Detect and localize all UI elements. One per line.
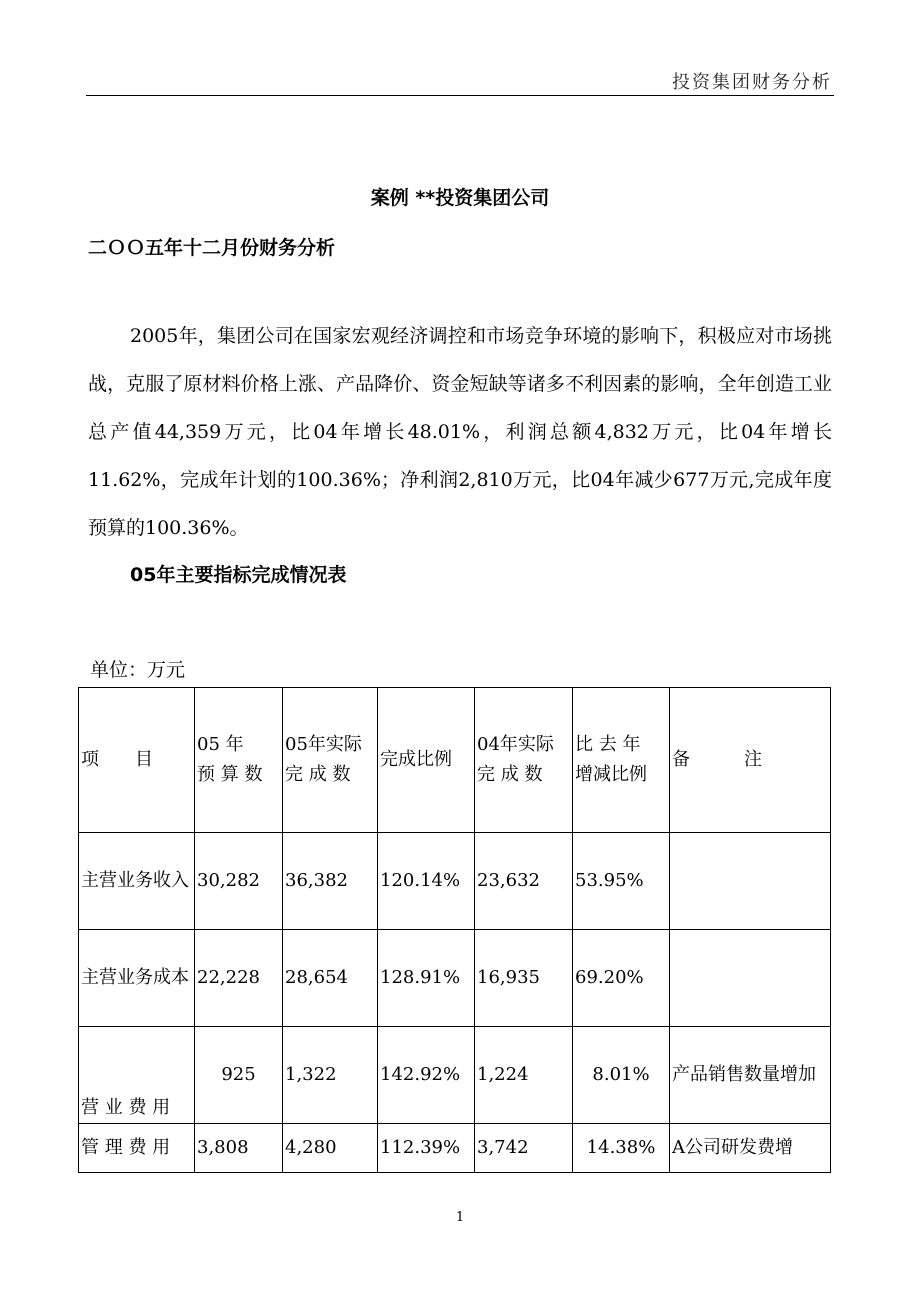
completion-ratio-value: 120.14% <box>378 833 475 930</box>
yoy-change-value: 14.38% <box>573 1124 670 1173</box>
actual-05-value: 4,280 <box>283 1124 378 1173</box>
completion-ratio-value: 128.91% <box>378 930 475 1027</box>
unit-label: 单位：万元 <box>90 659 186 681</box>
row-label: 管 理 费 用 <box>79 1124 195 1173</box>
header-cell-remarks: 备 注 <box>670 688 831 833</box>
completion-ratio-value: 142.92% <box>378 1027 475 1124</box>
completion-ratio-value: 112.39% <box>378 1124 475 1173</box>
actual-04-value: 16,935 <box>475 930 573 1027</box>
header-cell-item: 项 目 <box>79 688 195 833</box>
table-header-row <box>79 688 831 833</box>
table-row <box>79 930 831 1027</box>
page-number: 1 <box>455 1210 465 1225</box>
table-row <box>79 1027 831 1124</box>
actual-05-value: 36,382 <box>283 833 378 930</box>
header-divider <box>86 95 834 96</box>
header-cell-completion-ratio: 完成比例 <box>378 688 475 833</box>
table-row <box>79 833 831 930</box>
document-title: 案例 **投资集团公司 <box>370 187 550 209</box>
row-label: 主营业务收入 <box>79 833 195 930</box>
actual-04-value: 1,224 <box>475 1027 573 1124</box>
header-cell-yoy-change: 比 去 年 增减比例 <box>573 688 670 833</box>
intro-paragraph: 2005年，集团公司在国家宏观经济调控和市场竞争环境的影响下，积极应对市场挑战，克服了原材料价格上涨、产品降价、资金短缺等诸多不利因素的影响，全年创造工业总产值44,359万元，比04年增长48.01%，利润总额4,832万元，比04年增长11.62%，完成年计划的100.36%；净利润2,810万元，比04年减少677万元,完成年度预算的100.36%。 <box>88 325 832 539</box>
yoy-change-value: 69.20% <box>573 930 670 1027</box>
budget-value: 3,808 <box>195 1124 283 1173</box>
budget-value: 30,282 <box>195 833 283 930</box>
kpi-table <box>78 687 831 1173</box>
table-title: 05年主要指标完成情况表 <box>130 564 347 586</box>
actual-04-value: 3,742 <box>475 1124 573 1173</box>
remarks-value <box>670 833 831 930</box>
row-label: 主营业务成本 <box>79 930 195 1027</box>
actual-05-value: 28,654 <box>283 930 378 1027</box>
budget-value: 925 <box>195 1027 283 1124</box>
remarks-value: 产品销售数量增加 <box>670 1027 831 1124</box>
row-label: 营 业 费 用 <box>79 1027 195 1124</box>
actual-04-value: 23,632 <box>475 833 573 930</box>
actual-05-value: 1,322 <box>283 1027 378 1124</box>
table-row <box>79 1124 831 1173</box>
budget-value: 22,228 <box>195 930 283 1027</box>
document-subtitle: 二ＯＯ五年十二月份财务分析 <box>88 237 336 259</box>
header-cell-actual-05: 05年实际 完 成 数 <box>283 688 378 833</box>
header-cell-budget: 05 年 预 算 数 <box>195 688 283 833</box>
header-cell-actual-04: 04年实际 完 成 数 <box>475 688 573 833</box>
yoy-change-value: 53.95% <box>573 833 670 930</box>
remarks-value: A公司研发费增 <box>670 1124 831 1173</box>
running-header: 投资集团财务分析 <box>672 72 832 93</box>
remarks-value <box>670 930 831 1027</box>
yoy-change-value: 8.01% <box>573 1027 670 1124</box>
